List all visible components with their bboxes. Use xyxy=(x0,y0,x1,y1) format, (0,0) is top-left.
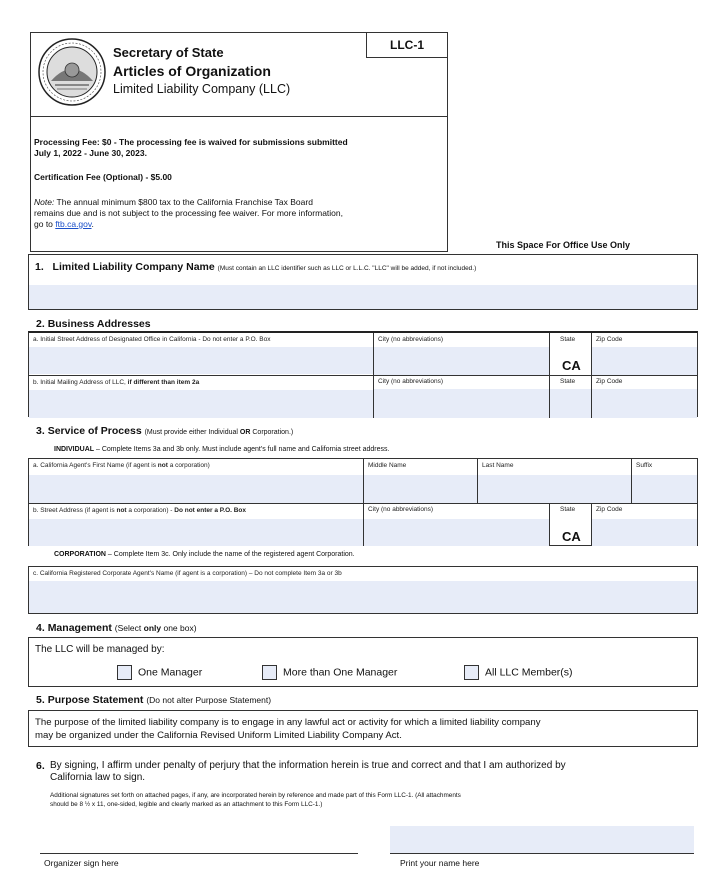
state-cell xyxy=(549,333,591,375)
section-5-heading xyxy=(36,694,271,706)
city-label: City (no abbreviations) xyxy=(378,336,444,343)
section-3-number: 3. xyxy=(36,425,45,437)
agent-city-label: City (no abbreviations) xyxy=(368,506,434,513)
section-1-note: (Must contain an LLC identifier such as LLC or L.L.C. "LLC" will be added, if not included.) xyxy=(217,265,477,272)
section-4-note-suffix: one box) xyxy=(161,623,197,633)
section-2-number: 2. xyxy=(36,318,45,330)
agent-street-prefix: b. Street Address (if agent is xyxy=(33,507,117,514)
zip-label: Zip Code xyxy=(596,336,623,343)
mailing-zip-label: Zip Code xyxy=(596,378,623,385)
mailing-zip-field[interactable] xyxy=(592,389,697,418)
section-2-heading xyxy=(36,318,151,330)
note-line-2: remains due and is not subject to the processing fee waiver. For more information, xyxy=(34,208,343,218)
option-more-than-one-manager-label: More than One Manager xyxy=(283,666,398,679)
agency-name: Secretary of State xyxy=(113,45,224,60)
purpose-line-1: The purpose of the limited liability company is to engage in any lawful act or activity for which a limited liability company xyxy=(35,717,541,728)
corporation-text: – Complete Item 3c. Only include the name of the registered agent Corporation. xyxy=(105,551,355,558)
section-4-number: 4. xyxy=(36,622,45,634)
city-field[interactable] xyxy=(374,347,549,375)
office-use-label: This Space For Office Use Only xyxy=(496,240,631,250)
suffix-label: Suffix xyxy=(636,462,653,469)
mailing-address-label xyxy=(33,379,199,386)
state-label: State xyxy=(560,336,576,343)
mailing-zip-cell xyxy=(591,375,697,418)
section-3c-box xyxy=(28,566,698,614)
section-3-title: Service of Process xyxy=(47,425,142,437)
section-3-note-prefix: (Must provide either Individual xyxy=(144,429,240,436)
middle-name-label: Middle Name xyxy=(368,462,407,469)
agent-city-field[interactable] xyxy=(364,519,549,546)
agent-zip-label: Zip Code xyxy=(596,506,623,513)
agent-street-not: not xyxy=(116,507,127,514)
all-members-checkbox[interactable] xyxy=(464,665,479,680)
section-6-small-line-2: should be 8 ½ x 11, one-sided, legible and clearly marked as an attachment to this Form LLC-1.) xyxy=(50,801,323,808)
note-line-3-prefix: go to xyxy=(34,219,56,229)
mailing-city-label: City (no abbreviations) xyxy=(378,378,444,385)
section-2-title: Business Addresses xyxy=(47,318,151,330)
one-manager-checkbox[interactable] xyxy=(117,665,132,680)
mailing-state-field[interactable] xyxy=(550,389,591,418)
print-name-field[interactable] xyxy=(390,826,694,854)
option-all-members-label: All LLC Member(s) xyxy=(485,666,573,679)
individual-instruction xyxy=(54,446,389,453)
section-1-heading xyxy=(35,261,476,273)
section-4-title: Management xyxy=(47,622,112,634)
mailing-city-field[interactable] xyxy=(374,389,549,418)
option-all-members[interactable] xyxy=(464,665,573,680)
section-1-title: Limited Liability Company Name xyxy=(52,261,215,273)
more-than-one-manager-checkbox[interactable] xyxy=(262,665,277,680)
section-5-number: 5. xyxy=(36,694,45,706)
ftb-link[interactable]: ftb.ca.gov xyxy=(55,219,92,229)
agent-state-cell xyxy=(549,503,591,546)
agent-street-field[interactable] xyxy=(29,519,363,546)
organizer-signature-field[interactable] xyxy=(40,826,358,854)
form-title: Articles of Organization xyxy=(113,63,271,79)
individual-text: – Complete Items 3a and 3b only. Must include agent's full name and California street address. xyxy=(94,446,390,453)
section-5-note: (Do not alter Purpose Statement) xyxy=(146,695,272,705)
section-4-box xyxy=(28,637,698,687)
agent-state-label: State xyxy=(560,506,576,513)
processing-fee xyxy=(34,137,348,159)
section-1-box xyxy=(28,254,698,310)
note-line-3-suffix: . xyxy=(91,219,94,229)
purpose-line-2: may be organized under the California Revised Uniform Limited Liability Company Act. xyxy=(35,730,402,741)
agent-first-name-suffix: a corporation) xyxy=(167,462,210,469)
section-5-title: Purpose Statement xyxy=(47,694,144,706)
purpose-statement xyxy=(35,716,541,742)
zip-field[interactable] xyxy=(592,347,697,375)
agent-zip-field[interactable] xyxy=(592,519,697,546)
section-4-heading xyxy=(36,622,197,634)
section-1-number: 1. xyxy=(35,261,44,273)
organizer-sign-label: Organizer sign here xyxy=(44,858,119,868)
note-label: Note: xyxy=(34,197,55,207)
management-intro: The LLC will be managed by: xyxy=(35,644,165,655)
corporation-label: CORPORATION xyxy=(54,551,106,558)
section-4-note-only: only xyxy=(143,623,162,633)
llc-name-field[interactable] xyxy=(29,285,697,309)
note-line-1: The annual minimum $800 tax to the California Franchise Tax Board xyxy=(54,197,313,207)
section-3-note xyxy=(145,429,294,436)
fee-note xyxy=(34,197,343,230)
corporate-agent-name-field[interactable] xyxy=(29,581,697,613)
print-name-label: Print your name here xyxy=(400,858,480,868)
option-more-than-one-manager[interactable] xyxy=(262,665,397,680)
state-seal-logo xyxy=(37,37,107,107)
city-cell xyxy=(373,333,549,375)
mailing-address-prefix: b. Initial Mailing Address of LLC, xyxy=(33,379,128,386)
section-3-heading xyxy=(36,425,293,437)
agent-first-name-prefix: a. California Agent's First Name (if agent is xyxy=(33,462,158,469)
middle-name-field[interactable] xyxy=(364,475,477,503)
agent-first-name-not: not xyxy=(157,462,168,469)
section-2-box xyxy=(28,331,698,417)
form-id: LLC-1 xyxy=(390,38,424,52)
mailing-state-cell xyxy=(549,375,591,418)
fee-line-2: July 1, 2022 - June 30, 2023. xyxy=(34,148,147,158)
section-4-note-prefix: (Select xyxy=(114,623,144,633)
section-3-note-suffix: Corporation.) xyxy=(250,429,294,436)
last-name-cell xyxy=(477,459,631,503)
mailing-state-label: State xyxy=(560,378,576,385)
mailing-address-bold: if different than item 2a xyxy=(127,379,200,386)
form-subtitle: Limited Liability Company (LLC) xyxy=(113,82,291,96)
agent-state-value: CA xyxy=(562,529,581,544)
corporate-agent-name-label: c. California Registered Corporate Agent's Name (if agent is a corporation) – Do not complete Item 3a or 3b xyxy=(33,570,342,577)
fee-line-1: Processing Fee: $0 - The processing fee is waived for submissions submitted xyxy=(34,137,348,147)
section-3-note-or: OR xyxy=(239,429,251,436)
suffix-field[interactable] xyxy=(632,475,697,503)
agent-city-cell xyxy=(363,503,549,546)
zip-cell xyxy=(591,333,697,375)
agent-first-name-field[interactable] xyxy=(29,475,363,503)
agent-zip-cell xyxy=(591,503,697,546)
agent-street-bold: Do not enter a P.O. Box xyxy=(174,507,247,514)
state-value: CA xyxy=(562,358,581,373)
section-3-agent-box xyxy=(28,458,698,546)
mailing-address-field[interactable] xyxy=(29,390,373,418)
option-one-manager-label: One Manager xyxy=(138,666,203,679)
individual-label: INDIVIDUAL xyxy=(54,446,95,453)
suffix-cell xyxy=(631,459,697,503)
mailing-city-cell xyxy=(373,375,549,418)
section-4-note xyxy=(115,623,197,633)
section-6-fine-print xyxy=(50,791,461,809)
section-6-number: 6. xyxy=(36,760,45,772)
agent-street-label xyxy=(33,507,246,514)
section-6-statement xyxy=(50,760,566,784)
last-name-field[interactable] xyxy=(478,475,631,503)
section-6-line-1: By signing, I affirm under penalty of perjury that the information herein is true and correct and that I am authorized by xyxy=(50,760,566,771)
certification-fee: Certification Fee (Optional) - $5.00 xyxy=(34,172,172,182)
section-6-small-line-1: Additional signatures set forth on attached pages, if any, are incorporated herein by reference and made part of this Form LLC-1. (All attachments xyxy=(50,792,461,799)
middle-name-cell xyxy=(363,459,477,503)
section-5-box xyxy=(28,710,698,747)
header-divider xyxy=(30,116,448,117)
agent-first-name-label xyxy=(33,462,210,469)
agent-street-mid: a corporation) - xyxy=(126,507,175,514)
corporation-instruction xyxy=(54,551,355,558)
street-address-label: a. Initial Street Address of Designated Office in California - Do not enter a P.O. Box xyxy=(33,336,271,343)
section-6-line-2: California law to sign. xyxy=(50,772,146,783)
option-one-manager[interactable] xyxy=(117,665,202,680)
last-name-label: Last Name xyxy=(482,462,514,469)
street-address-field[interactable] xyxy=(29,347,373,374)
